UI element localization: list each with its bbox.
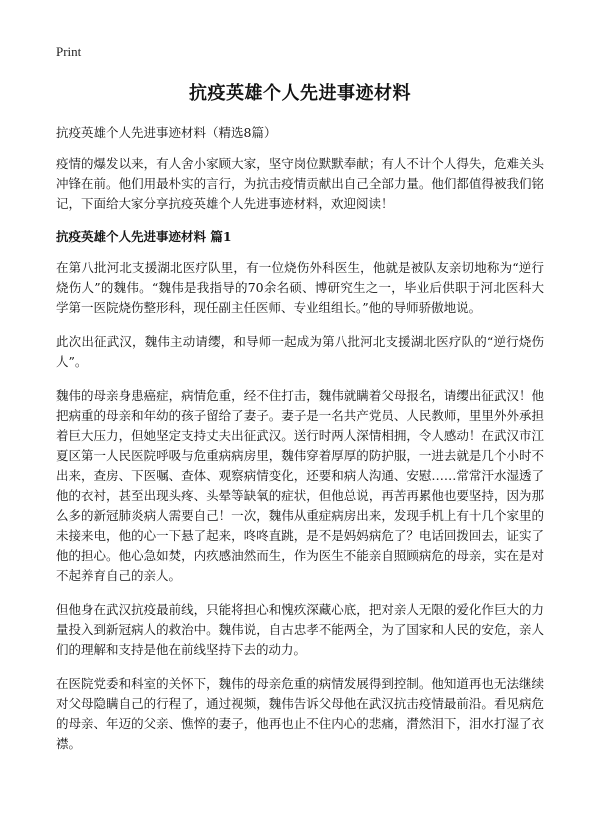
document-subtitle: 抗疫英雄个人先进事迹材料（精选8篇） xyxy=(56,125,277,140)
intro-paragraph: 疫情的爆发以来，有人舍小家顾大家，坚守岗位默默奉献；有人不计个人得失，危难关头冲锋在前。他们用最朴实的言行，为抗击疫情贡献出自己全部力量。他们都值得被我们铭记，下面给大家分享抗疫英雄个人先进事迹材料，欢迎阅读！ xyxy=(56,156,544,211)
section-heading: 抗疫英雄个人先进事迹材料 篇1 xyxy=(56,229,232,244)
print-link[interactable]: Print xyxy=(56,44,82,59)
body-paragraph-2: 此次出征武汉，魏伟主动请缨，和导师一起成为第八批河北支援湖北医疗队的“逆行烧伤人”。 xyxy=(56,334,544,369)
page-title: 抗疫英雄个人先进事迹材料 xyxy=(189,83,411,104)
body-paragraph-1: 在第八批河北支援湖北医疗队里，有一位烧伤外科医生，他就是被队友亲切地称为“逆行烧伤人”的魏伟。“魏伟是我指导的70余名硕、博研究生之一，毕业后供职于河北医科大学第一医院烧伤整形科，现任副主任医师、专业组组长。”他的导师骄傲地说。 xyxy=(56,260,544,315)
body-paragraph-4: 但他身在武汉抗疫最前线，只能将担心和愧疚深藏心底，把对亲人无限的爱化作巨大的力量投入到新冠病人的救治中。魏伟说，自古忠孝不能两全，为了国家和人民的安危，亲人们的理解和支持是他在前线坚持下去的动力。 xyxy=(56,602,544,657)
body-paragraph-5: 在医院党委和科室的关怀下，魏伟的母亲危重的病情发展得到控制。他知道再也无法继续对父母隐瞒自己的行程了，通过视频，魏伟告诉父母他在武汉抗击疫情最前沿。看见病危的母亲、年迈的父亲、憔悴的妻子，他再也止不住内心的悲痛，潸然泪下，泪水打湿了衣襟。 xyxy=(56,676,544,751)
body-paragraph-3: 魏伟的母亲身患癌症，病情危重，经不住打击，魏伟就瞒着父母报名，请缨出征武汉！他把病重的母亲和年幼的孩子留给了妻子。妻子是一名共产党员、人民教师，里里外外承担着巨大压力，但她坚定支持丈夫出征武汉。送行时两人深情相拥，令人感动！在武汉市江夏区第一人民医院呼吸与危重病病房里，魏伟穿着厚厚的防护服，一进去就是几个小时不出来，查房、下医嘱、查体、观察病情变化，还要和病人沟通、安慰……常常汗水湿透了他的衣衬，甚至出现头疼、头晕等缺氧的症状，但他总说，再苦再累他也要坚持，因为那么多的新冠肺炎病人需要自己！一次，魏伟从重症病房出来，发现手机上有十几个家里的未接来电，他的心一下悬了起来，咚咚直跳，是不是妈妈病危了？电话回拨回去，证实了他的担心。他心急如焚，内疚感油然而生，作为医生不能亲自照顾病危的母亲，实在是对不起养育自己的亲人。 xyxy=(56,388,544,583)
